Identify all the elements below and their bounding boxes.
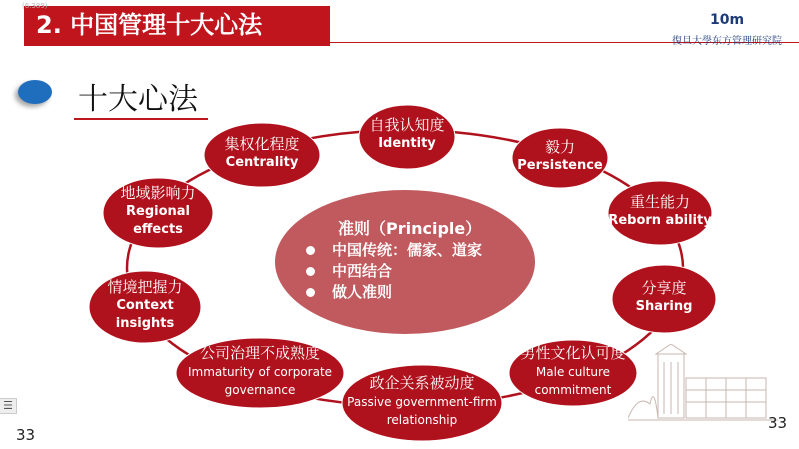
node-en-label: Reborn ability bbox=[608, 213, 712, 228]
node-en-label: Immaturity of corporate governance bbox=[187, 365, 333, 397]
bullet-dot-icon bbox=[306, 267, 315, 276]
center-item: 中国传统：儒家、道家 bbox=[302, 240, 482, 261]
campus-building-watermark bbox=[628, 344, 778, 424]
node-en-label: Centrality bbox=[225, 155, 299, 170]
logo-mark: 10m bbox=[710, 12, 745, 28]
section-subtitle: 十大心法 bbox=[78, 82, 198, 117]
node-zh-label: 男性文化认可度 bbox=[520, 344, 626, 362]
bullet-dot-icon bbox=[306, 246, 315, 255]
node-en-label: Male culture commitment bbox=[534, 365, 612, 397]
node-zh-label: 情境把握力 bbox=[107, 278, 183, 296]
center-title: 准则（Principle） bbox=[338, 219, 482, 238]
node-en-label: Regional effects bbox=[125, 204, 191, 237]
node-zh-label: 自我认知度 bbox=[369, 116, 445, 134]
node-en-label: Context insights bbox=[115, 298, 175, 331]
cycle-node-label bbox=[608, 192, 711, 230]
node-zh-label: 地域影响力 bbox=[120, 184, 196, 202]
node-zh-label: 毅力 bbox=[544, 138, 575, 156]
bullet-dot-icon bbox=[306, 288, 315, 297]
cycle-node-label bbox=[636, 278, 693, 316]
node-zh-label: 政企关系被动度 bbox=[369, 374, 475, 392]
cycle-node-label bbox=[120, 183, 195, 239]
node-zh-label: 分享度 bbox=[641, 279, 687, 297]
center-item: 中西结合 bbox=[302, 261, 482, 282]
cycle-node-label bbox=[517, 137, 603, 175]
menu-icon[interactable]: ☰ bbox=[0, 398, 17, 414]
center-list bbox=[302, 240, 482, 303]
cycle-node-label bbox=[520, 343, 625, 399]
cycle-node-label bbox=[224, 134, 299, 172]
cycle-node-label bbox=[347, 373, 497, 429]
node-zh-label: 集权化程度 bbox=[224, 135, 300, 153]
faint-label: (6.389) bbox=[22, 2, 48, 10]
page-number: 33 bbox=[16, 426, 36, 444]
cycle-node-label bbox=[369, 115, 444, 153]
logo-text: 復旦大學东方管理研究院 bbox=[672, 36, 782, 47]
center-principle bbox=[302, 218, 482, 303]
node-zh-label: 公司治理不成熟度 bbox=[199, 344, 320, 362]
page-number-right: 33 bbox=[768, 414, 788, 432]
node-en-label: Persistence bbox=[517, 158, 603, 173]
cycle-node-label bbox=[107, 277, 182, 333]
node-en-label: Passive government-firm relationship bbox=[347, 395, 497, 427]
cycle-node-label bbox=[188, 343, 332, 399]
node-zh-label: 重生能力 bbox=[629, 193, 691, 211]
node-en-label: Sharing bbox=[635, 299, 693, 314]
center-item: 做人准则 bbox=[302, 282, 482, 303]
node-en-label: Identity bbox=[378, 136, 436, 151]
page-title: 2. 中国管理十大心法 bbox=[36, 11, 263, 39]
